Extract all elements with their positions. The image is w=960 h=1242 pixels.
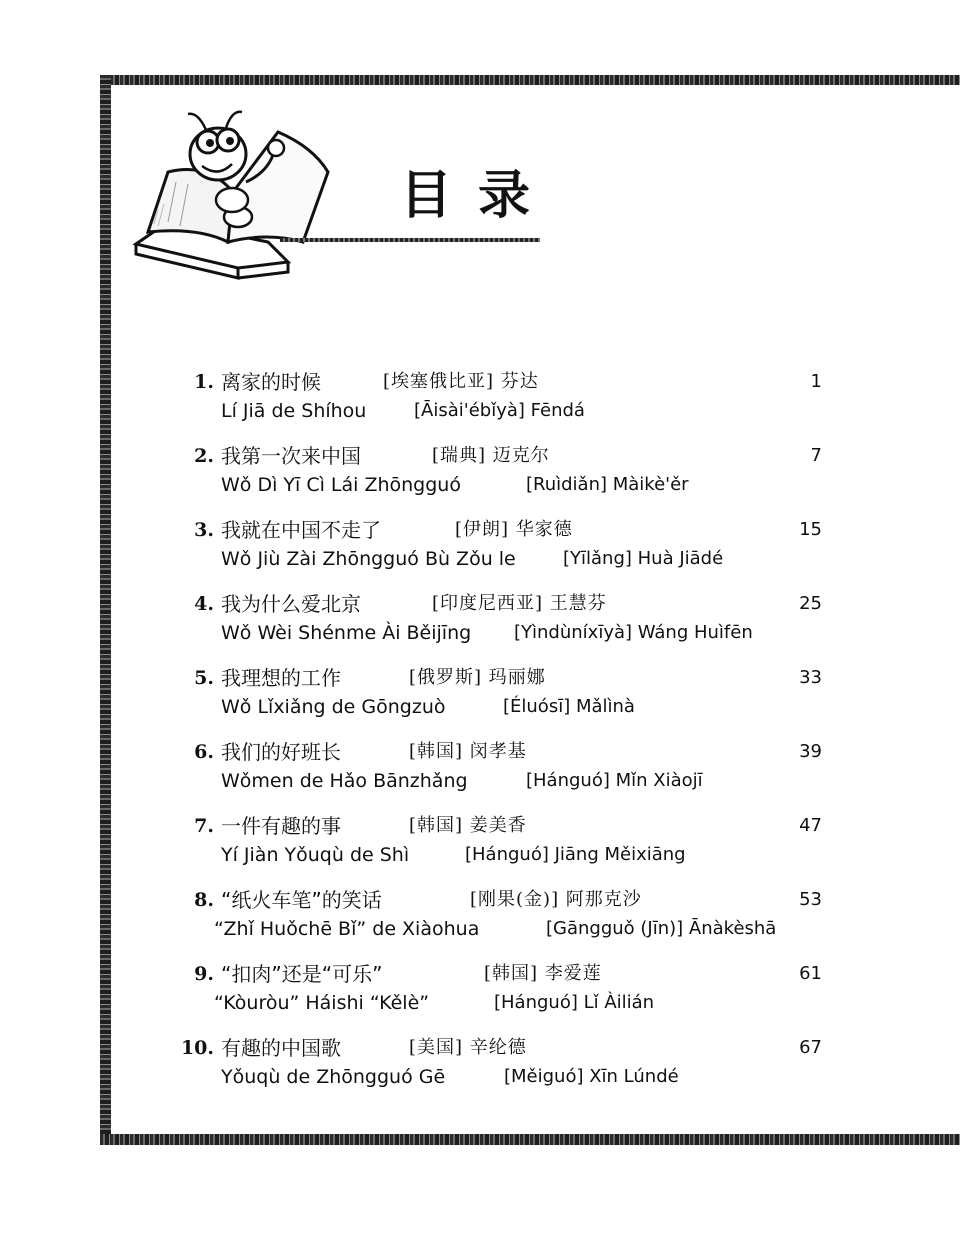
entry-author-chinese: [韩国] 闵孝基 bbox=[409, 741, 527, 762]
entry-author-pinyin: [Éluósī] Mǎlìnà bbox=[503, 696, 635, 717]
entry-author-chinese: [俄罗斯] 玛丽娜 bbox=[409, 667, 546, 688]
entry-number: 6. bbox=[194, 741, 214, 763]
entry-page-number: 33 bbox=[799, 667, 822, 688]
entry-author-pinyin: [Hánguó] Mǐn Xiàojī bbox=[526, 770, 703, 791]
toc-entry[interactable] bbox=[0, 960, 960, 1020]
entry-author-pinyin: [Hánguó] Lǐ Àilián bbox=[494, 992, 655, 1013]
entry-number: 10. bbox=[180, 1037, 214, 1059]
entry-author-chinese: [瑞典] 迈克尔 bbox=[432, 445, 550, 466]
entry-author-chinese: [埃塞俄比亚] 芬达 bbox=[383, 371, 539, 392]
entry-author-pinyin: [Gāngguǒ (Jīn)] Ānàkèshā bbox=[546, 918, 777, 939]
entry-number: 9. bbox=[194, 963, 214, 985]
entry-number: 3. bbox=[194, 519, 214, 541]
entry-number: 8. bbox=[194, 889, 214, 911]
title-underline bbox=[280, 238, 540, 242]
entry-number: 4. bbox=[194, 593, 214, 615]
entry-author-chinese: [印度尼西亚] 王慧芬 bbox=[432, 593, 607, 614]
entry-title-chinese: “扣肉”还是“可乐” bbox=[221, 962, 383, 986]
toc-entry[interactable] bbox=[0, 368, 960, 428]
entry-title-chinese: 我为什么爱北京 bbox=[221, 592, 361, 616]
entry-title-pinyin: Yǒuqù de Zhōngguó Gē bbox=[221, 1066, 446, 1088]
toc-entry[interactable] bbox=[0, 442, 960, 502]
entry-number: 2. bbox=[194, 445, 214, 467]
toc-entry[interactable] bbox=[0, 812, 960, 872]
entry-title-chinese: 我第一次来中国 bbox=[221, 444, 361, 468]
page-title: 目录 bbox=[400, 166, 557, 226]
entry-author-pinyin: [Yìndùníxīyà] Wáng Huìfēn bbox=[514, 622, 753, 643]
entry-author-pinyin: [Āisài'ébǐyà] Fēndá bbox=[414, 400, 585, 421]
entry-title-pinyin: Wǒ Jiù Zài Zhōngguó Bù Zǒu le bbox=[221, 548, 516, 570]
entry-author-chinese: [韩国] 姜美香 bbox=[409, 815, 527, 836]
entry-title-chinese: 我就在中国不走了 bbox=[221, 518, 381, 542]
bookworm-reading-illustration bbox=[128, 92, 428, 282]
entry-author-pinyin: [Ruìdiǎn] Màikè'ěr bbox=[526, 474, 689, 495]
toc-entry[interactable] bbox=[0, 738, 960, 798]
entry-title-chinese: 一件有趣的事 bbox=[221, 814, 341, 838]
entry-number: 5. bbox=[194, 667, 214, 689]
entry-page-number: 15 bbox=[799, 519, 822, 540]
toc-entry[interactable] bbox=[0, 1034, 960, 1094]
entry-title-pinyin: Lí Jiā de Shíhou bbox=[221, 400, 367, 422]
entry-page-number: 7 bbox=[810, 445, 822, 466]
entry-title-pinyin: Wǒ Lǐxiǎng de Gōngzuò bbox=[221, 696, 446, 718]
entry-title-chinese: 有趣的中国歌 bbox=[221, 1036, 341, 1060]
entry-title-pinyin: Wǒ Wèi Shénme Ài Běijīng bbox=[221, 622, 472, 644]
entry-page-number: 25 bbox=[799, 593, 822, 614]
entry-page-number: 1 bbox=[810, 371, 822, 392]
toc-entry[interactable] bbox=[0, 516, 960, 576]
entry-title-chinese: 我理想的工作 bbox=[221, 666, 341, 690]
entry-author-chinese: [伊朗] 华家德 bbox=[455, 519, 573, 540]
entry-page-number: 53 bbox=[799, 889, 822, 910]
entry-page-number: 61 bbox=[799, 963, 822, 984]
entry-author-pinyin: [Yīlǎng] Huà Jiādé bbox=[563, 548, 724, 569]
entry-author-chinese: [美国] 辛纶德 bbox=[409, 1037, 527, 1058]
entry-number: 1. bbox=[194, 371, 214, 393]
entry-page-number: 39 bbox=[799, 741, 822, 762]
entry-title-pinyin: Wǒ Dì Yī Cì Lái Zhōngguó bbox=[221, 474, 461, 496]
entry-title-pinyin: Wǒmen de Hǎo Bānzhǎng bbox=[221, 770, 468, 792]
frame-bottom-border bbox=[100, 1134, 960, 1145]
entry-page-number: 67 bbox=[799, 1037, 822, 1058]
toc-entry[interactable] bbox=[0, 886, 960, 946]
entry-title-chinese: “纸火车笔”的笑话 bbox=[221, 888, 382, 912]
entry-author-pinyin: [Hánguó] Jiāng Měixiāng bbox=[465, 844, 686, 865]
entry-page-number: 47 bbox=[799, 815, 822, 836]
entry-title-chinese: 我们的好班长 bbox=[221, 740, 341, 764]
entry-title-pinyin: Yí Jiàn Yǒuqù de Shì bbox=[221, 844, 410, 866]
entry-author-chinese: [刚果(金)] 阿那克沙 bbox=[470, 889, 642, 910]
entry-title-pinyin: “Zhǐ Huǒchē Bǐ” de Xiàohua bbox=[214, 918, 480, 940]
entry-author-chinese: [韩国] 李爱莲 bbox=[484, 963, 602, 984]
frame-top-border bbox=[100, 75, 960, 85]
entry-title-pinyin: “Kòuròu” Háishi “Kělè” bbox=[214, 992, 430, 1014]
entry-number: 7. bbox=[194, 815, 214, 837]
toc-entry[interactable] bbox=[0, 590, 960, 650]
toc-entry[interactable] bbox=[0, 664, 960, 724]
entry-author-pinyin: [Měiguó] Xīn Lúndé bbox=[504, 1066, 679, 1087]
entry-title-chinese: 离家的时候 bbox=[221, 370, 321, 394]
